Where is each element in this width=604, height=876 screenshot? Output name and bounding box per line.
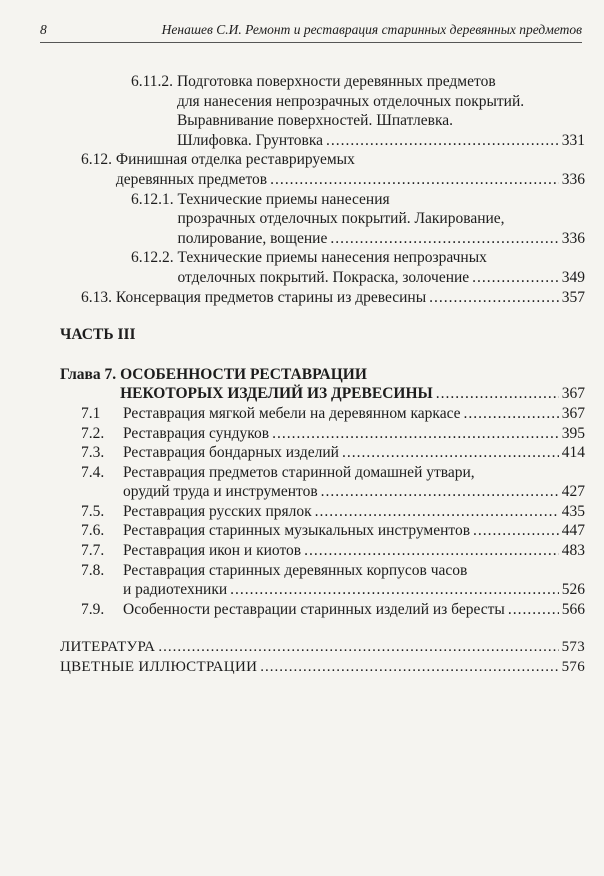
toc-text: отделочных покрытий. Покраска, золочение bbox=[177, 268, 470, 286]
toc-entry-6-13 bbox=[81, 288, 585, 308]
toc-text: прозрачных отделочных покрытий. Лакирование, bbox=[177, 210, 505, 228]
toc-page: 447 bbox=[561, 522, 585, 540]
toc-entry-7-8 bbox=[81, 561, 585, 600]
toc-entry-7-5 bbox=[81, 502, 585, 522]
toc-entry-7-7 bbox=[81, 541, 585, 561]
toc-entry-7-2 bbox=[81, 424, 585, 444]
toc-number: 7.9. bbox=[81, 600, 105, 618]
chapter-title: НЕКОТОРЫХ ИЗДЕЛИЙ ИЗ ДРЕВЕСИНЫ bbox=[120, 385, 433, 403]
toc-text: и радиотехники bbox=[123, 581, 228, 599]
toc-number: 6.12.2. bbox=[131, 249, 178, 267]
leader-dots bbox=[326, 131, 559, 151]
toc-text: орудий труда и инструментов bbox=[123, 483, 318, 501]
toc-number: 7.5. bbox=[81, 502, 105, 520]
toc-entry-7-4 bbox=[81, 463, 585, 502]
toc-page: 331 bbox=[561, 131, 585, 149]
leader-dots bbox=[472, 268, 559, 288]
toc-text: ЛИТЕРАТУРА bbox=[60, 639, 156, 656]
toc-entry-7-9 bbox=[81, 600, 585, 620]
running-header bbox=[40, 22, 582, 43]
toc-text: Финишная отделка реставрируемых bbox=[115, 151, 355, 169]
leader-dots bbox=[230, 580, 559, 600]
leader-dots bbox=[436, 384, 559, 404]
toc-number: 7.8. bbox=[81, 561, 105, 579]
toc-number: 7.3. bbox=[81, 444, 105, 462]
toc-text: деревянных предметов bbox=[115, 170, 268, 188]
table-of-contents bbox=[60, 72, 585, 678]
leader-dots bbox=[464, 404, 559, 424]
toc-number: 7.6. bbox=[81, 522, 105, 540]
toc-page: 349 bbox=[561, 268, 585, 286]
toc-text: для нанесения непрозрачных отделочных покрытий. bbox=[176, 92, 525, 110]
toc-page: 483 bbox=[561, 542, 585, 560]
toc-number: 6.12.1. bbox=[131, 190, 178, 208]
toc-number: 7.1 bbox=[81, 404, 101, 422]
toc-page: 357 bbox=[561, 288, 585, 306]
toc-text: Реставрация старинных музыкальных инструментов bbox=[123, 522, 471, 540]
toc-text: Реставрация старинных деревянных корпусов часов bbox=[123, 561, 468, 579]
toc-number: 6.11.2. bbox=[131, 73, 177, 90]
toc-entry-literature bbox=[60, 638, 585, 658]
toc-page: 395 bbox=[561, 424, 585, 442]
toc-text: Выравнивание поверхностей. Шпатлевка. bbox=[176, 112, 454, 130]
toc-page: 367 bbox=[561, 385, 585, 403]
leader-dots bbox=[330, 229, 558, 249]
leader-dots bbox=[260, 658, 558, 678]
toc-entry-color-illustrations bbox=[60, 658, 585, 678]
toc-entry-chapter-7 bbox=[60, 365, 585, 404]
toc-page: 576 bbox=[561, 659, 585, 676]
toc-text: полирование, вощение bbox=[177, 229, 328, 247]
chapter-number: Глава 7. bbox=[60, 365, 121, 383]
toc-page: 414 bbox=[561, 444, 585, 462]
toc-text: Консервация предметов старины из древесины bbox=[115, 288, 427, 306]
toc-number: 7.7. bbox=[81, 542, 105, 560]
toc-text: Особенности реставрации старинных изделий из бересты bbox=[123, 600, 505, 618]
toc-page: 367 bbox=[561, 404, 585, 422]
toc-entry-6-11-2 bbox=[131, 72, 585, 150]
toc-text: Технические приемы нанесения bbox=[177, 190, 390, 208]
toc-number: 7.4. bbox=[81, 463, 105, 481]
leader-dots bbox=[270, 170, 559, 190]
toc-text: Реставрация мягкой мебели на деревянном каркасе bbox=[123, 404, 461, 422]
toc-text: Шлифовка. Грунтовка bbox=[176, 131, 324, 149]
toc-text: Реставрация предметов старинной домашней утвари, bbox=[123, 463, 475, 481]
page-number: 8 bbox=[40, 22, 47, 37]
toc-page: 526 bbox=[561, 581, 585, 599]
leader-dots bbox=[158, 638, 558, 658]
toc-number: 6.12. bbox=[81, 151, 116, 169]
leader-dots bbox=[304, 541, 559, 561]
leader-dots bbox=[508, 600, 559, 620]
toc-text: Реставрация бондарных изделий bbox=[123, 444, 339, 462]
toc-entry-6-12 bbox=[81, 150, 585, 189]
toc-text: Подготовка поверхности деревянных предметов bbox=[176, 73, 496, 90]
leader-dots bbox=[315, 502, 559, 522]
chapter-title: ОСОБЕННОСТИ РЕСТАВРАЦИИ bbox=[120, 365, 367, 383]
toc-entry-7-3 bbox=[81, 443, 585, 463]
leader-dots bbox=[473, 521, 559, 541]
toc-entry-6-12-2 bbox=[131, 248, 585, 287]
leader-dots bbox=[429, 288, 559, 308]
toc-page: 336 bbox=[561, 229, 585, 247]
running-title: Ненашев С.И. Ремонт и реставрация старинных деревянных предметов bbox=[161, 22, 582, 37]
toc-page: 435 bbox=[561, 502, 585, 520]
toc-number: 7.2. bbox=[81, 424, 105, 442]
toc-page: 573 bbox=[561, 639, 585, 656]
toc-text: Реставрация икон и киотов bbox=[123, 542, 302, 560]
toc-text: Реставрация сундуков bbox=[123, 424, 270, 442]
toc-entry-6-12-1 bbox=[131, 190, 585, 249]
toc-text: ЦВЕТНЫЕ ИЛЛЮСТРАЦИИ bbox=[60, 659, 258, 676]
leader-dots bbox=[321, 482, 559, 502]
toc-number: 6.13. bbox=[81, 288, 116, 306]
part-heading: ЧАСТЬ III bbox=[60, 326, 136, 344]
toc-entry-7-1 bbox=[81, 404, 585, 424]
leader-dots bbox=[342, 443, 559, 463]
toc-page: 427 bbox=[561, 483, 585, 501]
toc-page: 566 bbox=[561, 600, 585, 618]
toc-text: Реставрация русских прялок bbox=[123, 502, 312, 520]
toc-entry-7-6 bbox=[81, 521, 585, 541]
toc-page: 336 bbox=[561, 170, 585, 188]
toc-text: Технические приемы нанесения непрозрачных bbox=[177, 249, 487, 267]
leader-dots bbox=[272, 424, 559, 444]
